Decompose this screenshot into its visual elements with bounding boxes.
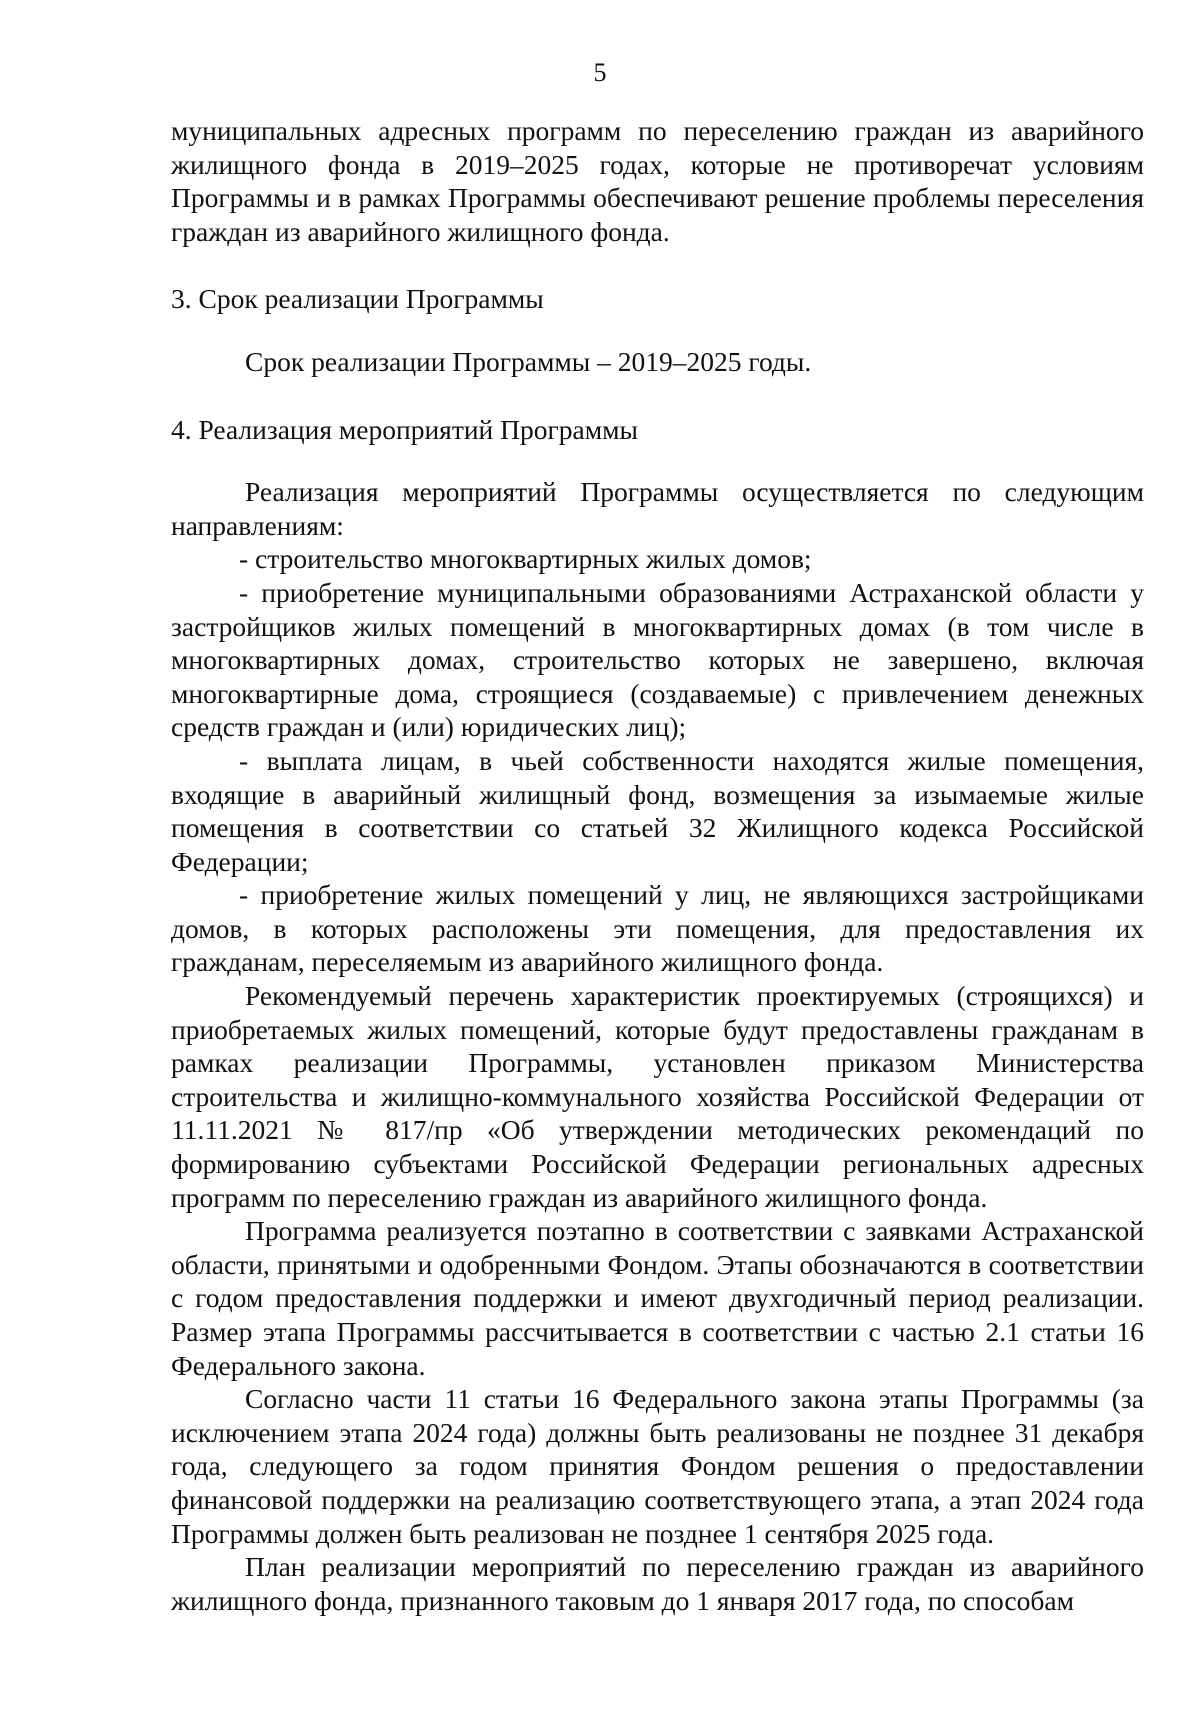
section-heading-3: 3. Срок реализации Программы	[171, 283, 544, 315]
list-item-purchase-individuals: - приобретение жилых помещений у лиц, не являющихся застройщиками домов, в которых расположены эти помещения, для предоставления их гражданам, переселяемым из аварийного жилищного фонда.	[171, 879, 1144, 978]
document-body	[171, 114, 1144, 1617]
paragraph-stages: Программа реализуется поэтапно в соответствии с заявками Астраханской области, принятыми и одобренными Фондом. Этапы обозначаются в соответствии с годом предоставления поддержки и имеют двухгодичный период реализации. Размер этапа Программы рассчитывается в соответствии с частью 2.1 статьи 16 Федерального закона.	[171, 1215, 1144, 1381]
paragraph-directions: Реализация мероприятий Программы осуществляется по следующим направлениям:	[171, 476, 1144, 541]
paragraph-recommended-list: Рекомендуемый перечень характеристик проектируемых (строящихся) и приобретаемых жилых помещений, которые будут предоставлены гражданам в рамках реализации Программы, установлен приказом Министерства строительства и жилищно-коммунального хозяйства Российской Федерации от 11.11.2021 № 817/пр «Об утверждении методических рекомендаций по формированию субъектами Российской Федерации региональных адресных программ по переселению граждан из аварийного жилищного фонда.	[171, 980, 1144, 1213]
list-item-construction: - строительство многоквартирных жилых домов;	[239, 543, 812, 575]
page-number: 5	[593, 58, 607, 87]
paragraph-plan: План реализации мероприятий по переселению граждан из аварийного жилищного фонда, признанного таковым до 1 января 2017 года, по способам	[171, 1551, 1144, 1616]
paragraph-term: Срок реализации Программы – 2019–2025 годы.	[245, 345, 812, 377]
paragraph-deadline: Согласно части 11 статьи 16 Федерального закона этапы Программы (за исключением этапа 2024 года) должны быть реализованы не позднее 31 декабря года, следующего за годом принятия Фондом решения о предоставлении финансовой поддержки на реализацию соответствующего этапа, а этап 2024 года Программы должен быть реализован не позднее 1 сентября 2025 года.	[171, 1383, 1144, 1549]
list-item-compensation: - выплата лицам, в чьей собственности находятся жилые помещения, входящие в аварийный жилищный фонд, возмещения за изымаемые жилые помещения в соответствии со статьей 32 Жилищного кодекса Российской Федерации;	[171, 744, 1144, 877]
paragraph-intro: муниципальных адресных программ по переселению граждан из аварийного жилищного фонда в 2019–2025 годах, которые не противоречат условиям Программы и в рамках Программы обеспечивают решение проблемы переселения граждан из аварийного жилищного фонда.	[171, 115, 1144, 247]
list-item-purchase-developers: - приобретение муниципальными образованиями Астраханской области у застройщиков жилых помещений в многоквартирных домах (в том числе в многоквартирных домах, строительство которых не завершено, включая многоквартирные дома, строящиеся (создаваемые) с привлечением денежных средств граждан и (или) юридических лиц);	[171, 576, 1144, 743]
section-heading-4: 4. Реализация мероприятий Программы	[171, 413, 639, 445]
